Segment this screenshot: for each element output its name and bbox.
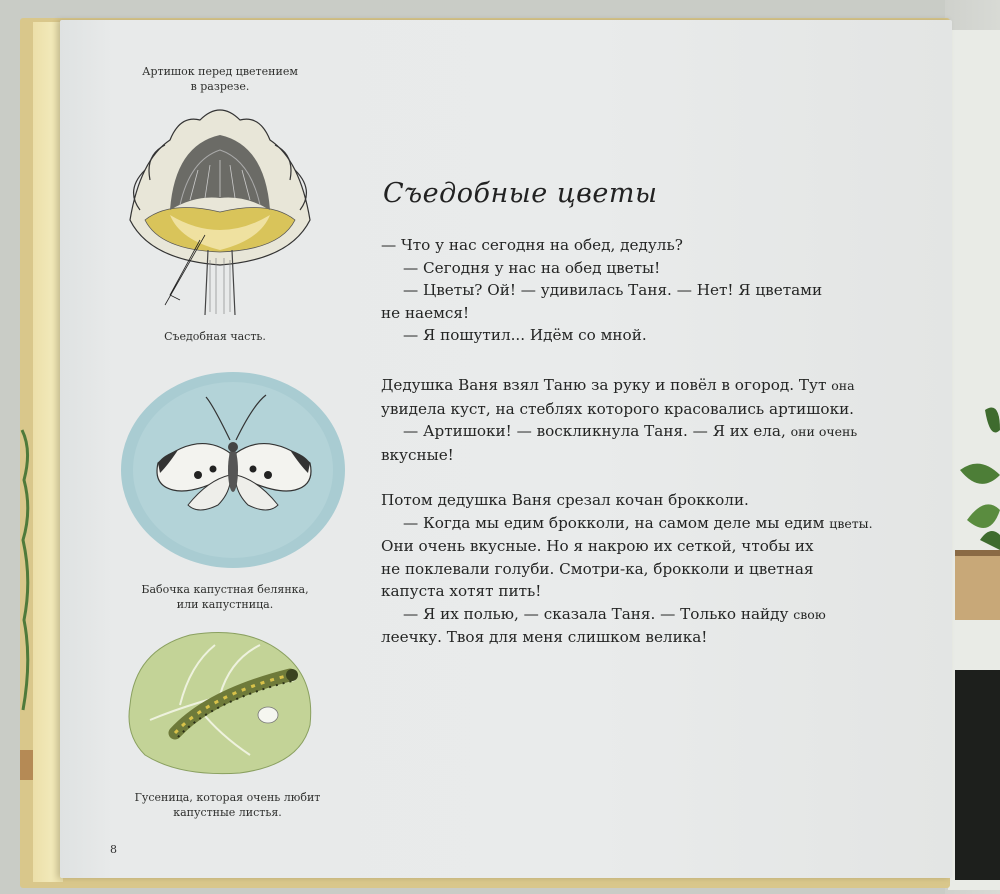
paragraph-1 <box>381 234 941 347</box>
caption-line: Артишок перед цветением <box>142 65 298 78</box>
text-line: не поклевали голуби. Смотри-ка, брокколи и цветная <box>381 559 814 578</box>
text-span: — Я их полью, — сказала Таня. — Только найду <box>403 604 789 623</box>
page-number: 8 <box>110 843 117 856</box>
text-line <box>381 512 941 536</box>
text-line <box>381 603 941 627</box>
page-title: Съедобные цветы <box>383 178 658 209</box>
text-line: увидела куст, на стеблях которого красовались артишоки. <box>381 399 855 418</box>
caption-line: или капустница. <box>176 598 274 611</box>
text-span: свою <box>793 606 826 622</box>
caption-line: Бабочка капустная белянка, <box>141 583 309 596</box>
text-line: не наемся! <box>381 303 470 322</box>
text-line: капуста хотят пить! <box>381 582 542 600</box>
text-line <box>381 374 941 398</box>
artichoke-caption <box>120 64 320 94</box>
text-line: — Сегодня у нас на обед цветы! <box>403 258 661 277</box>
previous-page-illustration-edge <box>20 420 34 780</box>
text-span: она <box>831 378 855 393</box>
edible-part-caption <box>130 329 300 344</box>
text-span: — Артишоки! — воскликнула Таня. — Я их ела, <box>403 422 786 440</box>
text-span: цветы. <box>829 515 873 531</box>
artichoke-illustration <box>120 100 320 325</box>
text-span: — Когда мы едим брокколи, на самом деле мы едим <box>403 513 825 532</box>
text-line: Потом дедушка Ваня срезал кочан брокколи. <box>381 491 749 509</box>
caption-line: Съедобная часть. <box>164 330 266 343</box>
text-line: леечку. Твоя для меня слишком велика! <box>381 628 708 646</box>
text-span: они очень <box>790 424 858 439</box>
text-line: Они очень вкусные. Но я накрою их сеткой, чтобы их <box>381 537 814 555</box>
next-page-plant-illustration <box>955 400 1000 650</box>
book-spine <box>33 22 63 882</box>
text-line <box>381 420 941 444</box>
text-line: — Что у нас сегодня на обед, дедуль? <box>381 236 683 254</box>
next-page-dark-area <box>955 670 1000 880</box>
caption-line: в разрезе. <box>190 80 250 93</box>
caterpillar-illustration <box>120 625 320 780</box>
butterfly-illustration <box>118 365 348 575</box>
paragraph-2 <box>381 374 941 466</box>
text-line: вкусные! <box>381 445 454 464</box>
text-line: — Цветы? Ой! — удивилась Таня. — Нет! Я цветами <box>403 281 823 299</box>
text-line: — Я пошутил... Идём со мной. <box>403 326 647 344</box>
paragraph-3 <box>381 489 941 649</box>
butterfly-caption <box>115 582 335 612</box>
caption-line: капустные листья. <box>173 806 282 819</box>
caterpillar-caption <box>115 790 340 820</box>
text-span: Дедушка Ваня взял Таню за руку и повёл в огород. Тут <box>381 376 827 394</box>
caption-line: Гусеница, которая очень любит <box>134 791 321 804</box>
